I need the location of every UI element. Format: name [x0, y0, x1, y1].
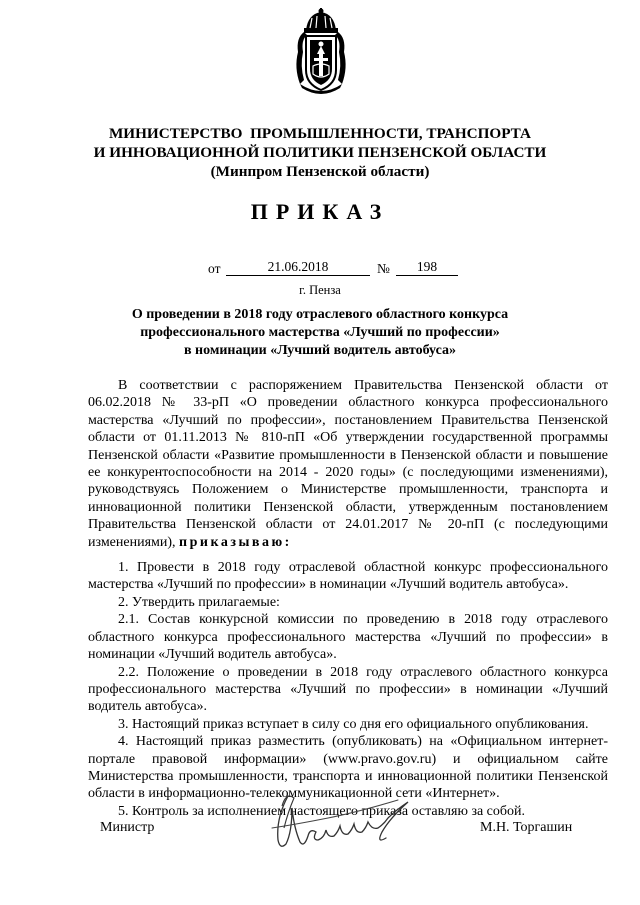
signatory-name: М.Н. Торгашин	[480, 820, 573, 835]
order-item-2-2: 2.2. Положение о проведении в 2018 году отраслевого областного конкурса профессионального мастерства «Лучший по профессии» в номинации «Лучший водитель автобуса».	[88, 664, 608, 715]
order-item-5: 5. Контроль за исполнением настоящего приказа оставляю за собой.	[118, 803, 526, 819]
order-item-2-1: 2.1. Состав конкурсной комиссии по проведению в 2018 году отраслевого областного конкурса профессионального мастерства «Лучший по профессии» в номинации «Лучший водитель автобуса».	[88, 612, 608, 663]
document-title: ПРИКАЗ	[250, 199, 390, 224]
signatory-position: Министр	[100, 820, 155, 835]
order-item-1: 1. Провести в 2018 году отраслевой областной конкурс профессионального мастерства «Лучший по профессии» в номинации «Лучший водитель автобуса».	[88, 560, 608, 593]
ministry-short-name: (Минпром Пензенской области)	[210, 163, 430, 180]
order-city: г. Пенза	[299, 283, 341, 297]
ministry-header	[60, 124, 580, 181]
ministry-name-line1: МИНИСТЕРСТВО ПРОМЫШЛЕННОСТИ, ТРАНСПОРТА	[108, 125, 532, 142]
subject-line3: в номинации «Лучший водитель автобуса»	[183, 343, 457, 358]
preamble-paragraph	[88, 377, 608, 551]
preamble-text: В соответствии с распоряжением Правительства Пензенской области от 06.02.2018 № 33-рП «О проведении областного конкурса профессионального мастерства «Лучший по профессии», постановлением Правительства Пензенской области от 01.11.2013 № 810-пП «Об утверждении государственной программы Пензенской области «Развитие промышленности в Пензенской области и повышение ее конкурентоспособности на 2014 - 2020 годы» (с последующими изменениями), руководствуясь Положением о Министерстве промышленности, транспорта и инновационной политики Пензенской области, утвержденным постановлением Правительства Пензенской области от 24.01.2017 № 20-пП (с последующими изменениями),	[88, 378, 608, 550]
order-item-2: 2. Утвердить прилагаемые:	[118, 594, 280, 610]
order-item-4: 4. Настоящий приказ разместить (опубликовать) на «Официальном интернет-портале правовой информации» (www.pravo.gov.ru) и официальном сайте Министерства промышленности, транспорта и инновационной политики Пензенской области в информационно-телекоммуникационной сети «Интернет».	[88, 734, 608, 802]
order-item-3: 3. Настоящий приказ вступает в силу со дня его официального опубликования.	[118, 716, 589, 732]
order-number: 198	[396, 259, 458, 276]
ministry-name-line2: И ИННОВАЦИОННОЙ ПОЛИТИКИ ПЕНЗЕНСКОЙ ОБЛАСТИ	[93, 144, 547, 161]
order-date: 21.06.2018	[226, 259, 370, 276]
order-subject	[110, 306, 530, 360]
order-body	[88, 377, 608, 820]
order-word: приказываю:	[179, 534, 292, 550]
coat-of-arms-icon	[290, 8, 352, 94]
subject-line1: О проведении в 2018 году отраслевого областного конкурса	[131, 307, 509, 322]
date-label: от	[208, 261, 221, 276]
subject-line2: профессионального мастерства «Лучший по профессии»	[140, 325, 500, 340]
handwritten-signature-icon	[258, 788, 428, 858]
number-label: №	[377, 261, 390, 276]
